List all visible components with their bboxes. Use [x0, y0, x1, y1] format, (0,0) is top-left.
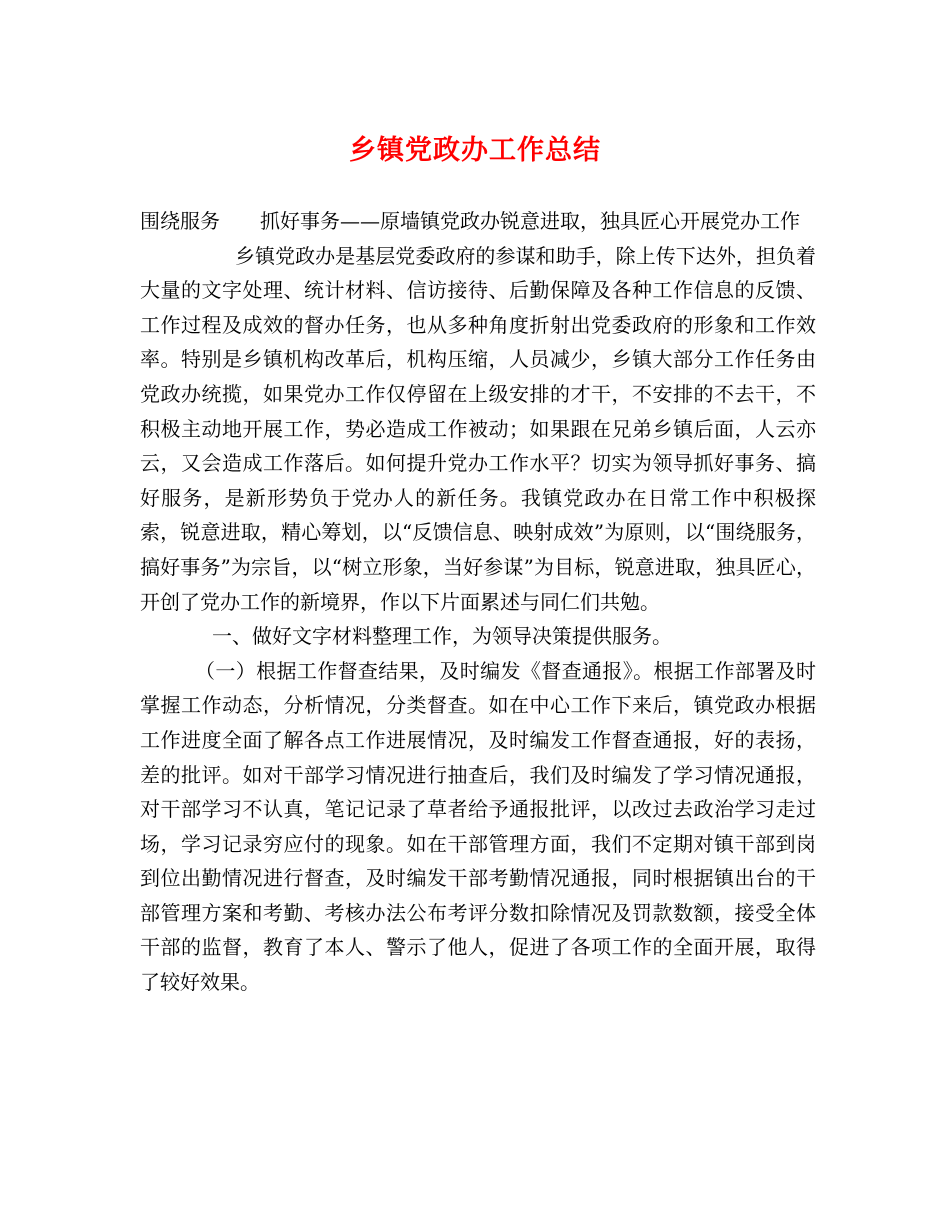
intro-paragraph: 乡镇党政办是基层党委政府的参谋和助手，除上传下达外，担负着大量的文字处理、统计材料、信访接待、后勤保障及各种工作信息的反馈、工作过程及成效的督办任务，也从多种角度折射出党委政府的形象和工作效率。特别是乡镇机构改革后，机构压缩，人员减少，乡镇大部分工作任务由党政办统揽，如果党办工作仅停留在上级安排的才干，不安排的不去干，不积极主动地开展工作，势必造成工作被动；如果跟在兄弟乡镇后面，人云亦云，又会造成工作落后。如何提升党办工作水平？切实为领导抓好事务、搞好服务，是新形势负于党办人的新任务。我镇党政办在日常工作中积极探索，锐意进取，精心筹划，以“反馈信息、映射成效”为原则，以“围绕服务，搞好事务”为宗旨，以“树立形象，当好参谋”为目标，锐意进取，独具匠心，开创了党办工作的新境界，作以下片面累述与同仁们共勉。 — [140, 243, 816, 614]
section-heading: 一、做好文字材料整理工作，为领导决策提供服务。 — [212, 624, 672, 649]
subtitle-paragraph: 围绕服务 抓好事务——原墙镇党政办锐意进取，独具匠心开展党办工作 — [140, 209, 800, 233]
page-title: 乡镇党政办工作总结 — [349, 135, 601, 166]
subsection-paragraph: （一）根据工作督查结果，及时编发《督查通报》。根据工作部署及时掌握工作动态，分析情况，分类督查。如在中心工作下来后，镇党政办根据工作进度全面了解各点工作进展情况，及时编发工作督查通报，好的表扬，差的批评。如对干部学习情况进行抽查后，我们及时编发了学习情况通报，对干部学习不认真，笔记记录了草者给予通报批评，以改过去政治学习走过场，学习记录穷应付的现象。如在干部管理方面，我们不定期对镇干部到岗到位出勤情况进行督查，及时编发干部考勤情况通报，同时根据镇出台的干部管理方案和考勤、考核办法公布考评分数扣除情况及罚款数额，接受全体干部的监督，教育了本人、警示了他人，促进了各项工作的全面开展，取得了较好效果。 — [140, 658, 816, 995]
document-body — [140, 204, 816, 1000]
